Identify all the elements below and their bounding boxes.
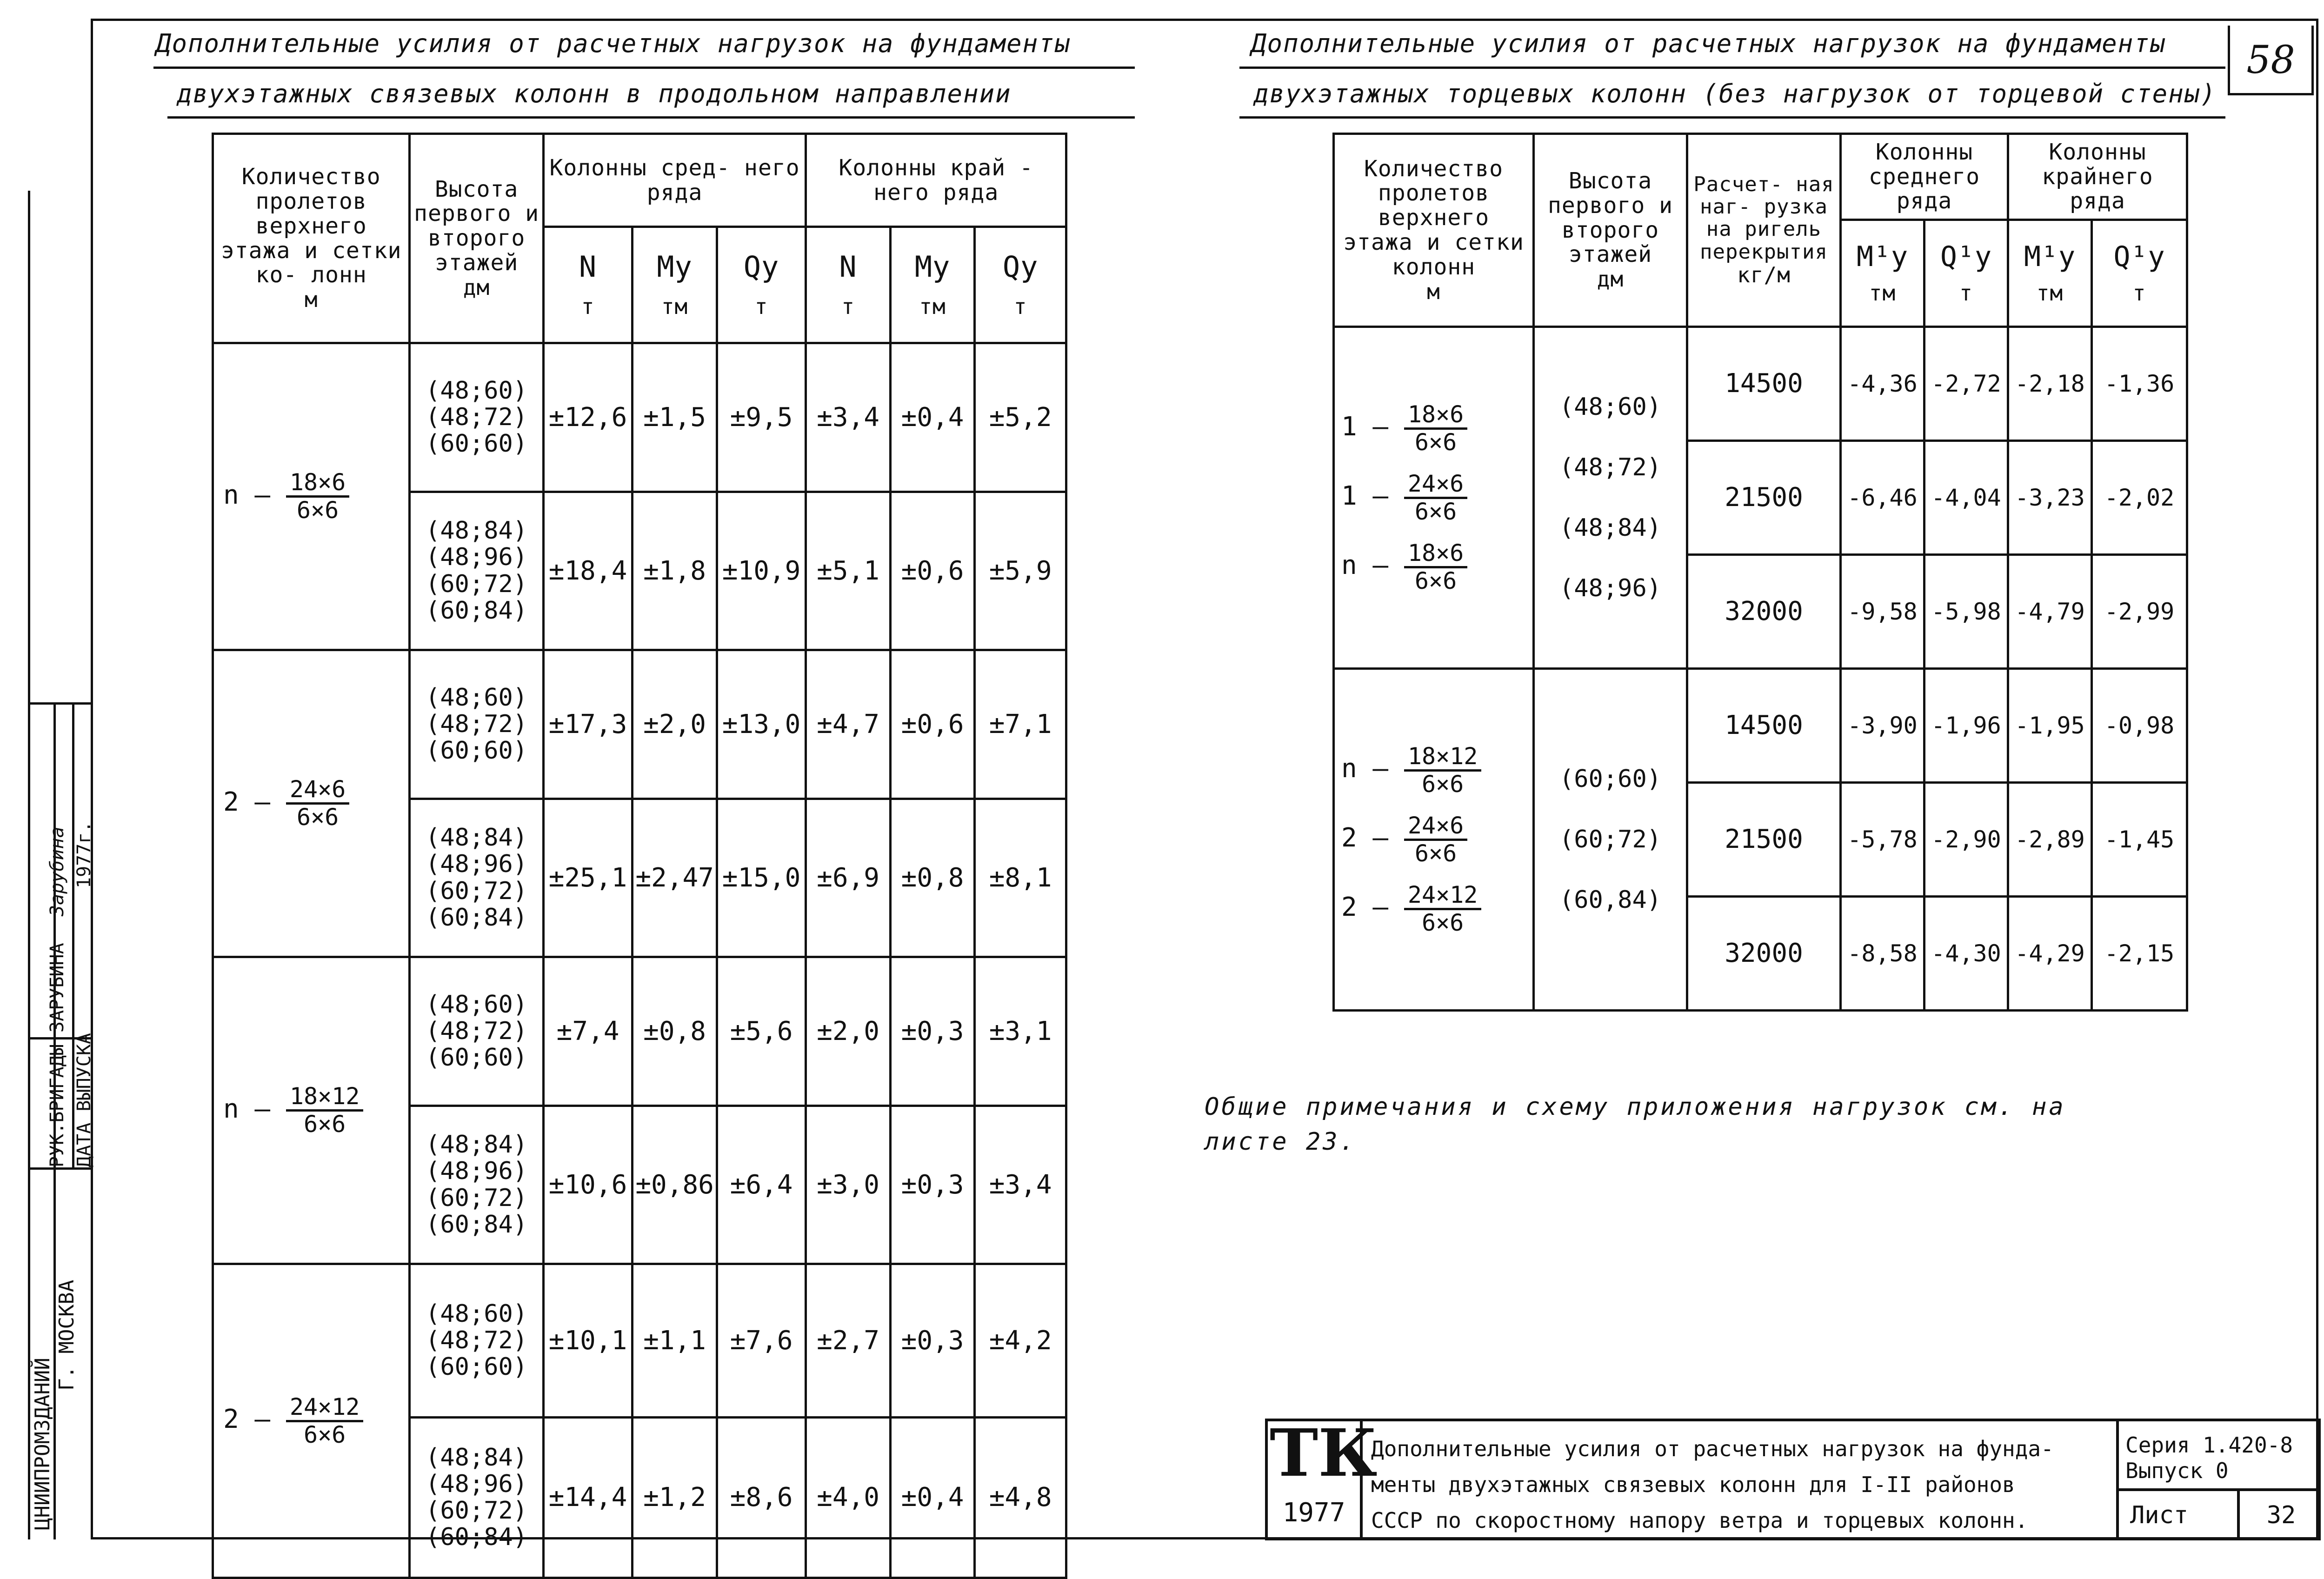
left-forces-table [212,133,1067,1579]
fraction-numerator: 24×12 [1404,882,1482,910]
height-value: (48;84) [1559,514,1662,542]
right-header-edge-row: Колонны крайнего ряда [2008,134,2187,220]
value-cell: ±8,1 [975,799,1066,957]
value-cell: ±0,6 [890,650,974,799]
value-cell: ±10,6 [543,1106,633,1264]
left-title-line2: двухэтажных связевых колонн в продольном направлении [177,79,1012,108]
value-cell: ±8,6 [717,1418,806,1578]
value-cell: -5,98 [1924,555,2008,669]
value-cell: ±10,1 [543,1264,633,1418]
date-label: ДАТА ВЫПУСКА [73,1033,95,1167]
table-row [213,1264,1066,1418]
height-value: (48;96) [426,1157,528,1186]
value-cell: ±3,4 [806,343,890,492]
lead-name: ЗАРУБИНА [47,943,68,1033]
span-count: 2 [1341,892,1357,923]
row-label: n — $\frac{18\times 12}{6\times 6}$ [223,1094,363,1124]
value-cell: ±13,0 [717,650,806,799]
height-value: (60;72) [426,1497,528,1525]
value-cell: -3,90 [1841,669,1924,783]
fraction-denominator: 6×6 [1421,909,1464,936]
value-cell: ±7,1 [975,650,1066,799]
left-title-line1: Дополнительные усилия от расчетных нагрузок на фундаменты [156,29,1071,58]
right-subheader-my: M¹y тм [1841,220,1924,327]
page-number: 58 [2228,26,2314,95]
height-value: (48;72) [1559,453,1662,481]
series-label: Серия 1.420-8 [2125,1432,2293,1458]
span-cell [1334,327,1534,669]
value-cell: ±0,3 [890,1106,974,1264]
span-count: 2 [223,1404,239,1435]
height-value: (60;60) [426,737,528,765]
height-value: (48;96) [426,543,528,572]
height-value: (60;60) [426,430,528,458]
height-value: (48;60) [426,376,528,405]
fraction-numerator: 24×6 [286,777,349,805]
height-value: (48;72) [426,1017,528,1045]
height-cell [1534,327,1687,669]
height-cell [410,799,543,957]
height-cell [410,492,543,650]
value-cell: ±0,6 [890,492,974,650]
sheet-number: 32 [2266,1501,2296,1529]
span-fraction [286,1394,364,1448]
value-cell: -2,18 [2008,327,2092,441]
value-cell: ±3,4 [975,1106,1066,1264]
fraction-numerator: 18×6 [1404,540,1467,568]
span-count: 2 [223,786,239,817]
value-cell: ±1,2 [633,1418,717,1578]
value-cell: -4,30 [1924,897,2008,1011]
span-fraction [286,1084,364,1137]
value-cell: -0,98 [2092,669,2187,783]
value-cell: -1,45 [2092,783,2187,897]
height-value: (48;60) [1559,393,1662,421]
value-cell: ±14,4 [543,1418,633,1578]
height-value: (60;84) [426,1210,528,1239]
row-label: 1 — $\frac{18\times 6}{6\times 6}$ [1341,412,1467,442]
height-value: (60;72) [426,570,528,598]
value-cell: -8,58 [1841,897,1924,1011]
stamp-year: 1977 [1282,1498,1345,1528]
value-cell: ±5,6 [717,957,806,1106]
value-cell: ±2,47 [633,799,717,957]
fraction-denominator: 6×6 [303,1111,346,1138]
value-cell: ±15,0 [717,799,806,957]
right-forces-table [1332,133,2188,1012]
table-row [213,957,1066,1106]
value-cell: -9,58 [1841,555,1924,669]
value-cell: -2,15 [2092,897,2187,1011]
fraction-denominator: 6×6 [1421,770,1464,798]
value-cell: ±4,0 [806,1418,890,1578]
span-cell [213,1264,410,1578]
right-header-middle-row: Колонны среднего ряда [1841,134,2008,220]
value-cell: ±0,86 [633,1106,717,1264]
fraction-denominator: 6×6 [1414,567,1457,594]
fraction-denominator: 6×6 [1414,498,1457,525]
height-value: (48;60) [426,990,528,1019]
load-cell: 21500 [1687,441,1841,555]
span-count: n [1341,550,1357,581]
left-subheader-my: My тм [633,227,717,343]
stamp-title-line2: менты двухэтажных связевых колонн для I-II районов [1371,1472,2015,1497]
load-cell: 21500 [1687,783,1841,897]
signature: Зарубина [47,826,68,916]
value-cell: -5,78 [1841,783,1924,897]
span-count: 1 [1341,481,1357,512]
load-cell: 14500 [1687,327,1841,441]
height-value: (48;96) [426,1470,528,1498]
note-line2: листе 23. [1205,1128,1357,1156]
left-subheader-n: N т [543,227,633,343]
stamp-title-line3: СССР по скоростному напору ветра и торцевых колонн. [1371,1508,2028,1533]
height-value: (60;84) [426,903,528,932]
title-block [1265,1415,2321,1540]
height-cell [410,1418,543,1578]
value-cell: ±4,2 [975,1264,1066,1418]
value-cell: -2,99 [2092,555,2187,669]
span-count: n [223,1093,239,1124]
left-header-height: Высота первого и второго этажей дм [410,134,543,343]
right-subheader-qy: Q¹y т [2092,220,2187,327]
left-header-middle-row: Колонны сред- него ряда [543,134,806,227]
fraction-numerator: 24×6 [1404,471,1467,499]
load-cell: 14500 [1687,669,1841,783]
height-value: (60;60) [1559,765,1662,793]
height-value: (60;84) [426,596,528,625]
span-fraction [1404,540,1467,594]
value-cell: -2,02 [2092,441,2187,555]
table-row [1334,327,2187,441]
value-cell: ±6,4 [717,1106,806,1264]
span-cell [213,343,410,650]
span-fraction [1404,402,1467,455]
height-cell [410,650,543,799]
value-cell: ±7,4 [543,957,633,1106]
height-value: (48;72) [426,1326,528,1354]
value-cell: -1,96 [1924,669,2008,783]
value-cell: ±4,8 [975,1418,1066,1578]
institute-city: Г. МОСКВА [55,1279,79,1391]
value-cell: ±18,4 [543,492,633,650]
right-title-line1: Дополнительные усилия от расчетных нагрузок на фундаменты [1251,29,2166,58]
left-subheader-qy: Qy т [975,227,1066,343]
row-label: 1 — $\frac{24\times 6}{6\times 6}$ [1341,481,1467,511]
load-cell: 32000 [1687,897,1841,1011]
sidebar-stamp [28,191,95,1539]
row-label: 2 — $\frac{24\times 6}{6\times 6}$ [1341,823,1467,853]
span-cell [1334,669,1534,1011]
height-value: (48;84) [426,824,528,852]
fraction-numerator: 24×6 [1404,813,1467,841]
span-count: 2 [1341,823,1357,853]
value-cell: -2,72 [1924,327,2008,441]
value-cell: ±0,4 [890,343,974,492]
fraction-numerator: 24×12 [286,1394,364,1422]
left-subheader-n: N т [806,227,890,343]
right-header-load: Расчет- ная наг- рузка на ригель перекрытия кг/м [1687,134,1841,327]
value-cell: ±7,6 [717,1264,806,1418]
left-subheader-my: My тм [890,227,974,343]
right-header-spans: Количество пролетов верхнего этажа и сетки колонн м [1334,134,1534,327]
value-cell: -2,90 [1924,783,2008,897]
row-label: 2 — $\frac{24\times 6}{6\times 6}$ [223,787,349,817]
height-value: (48;84) [426,517,528,545]
height-value: (48;72) [426,710,528,738]
span-count: n [223,480,239,510]
value-cell: ±5,1 [806,492,890,650]
value-cell: -4,36 [1841,327,1924,441]
row-label: n — $\frac{18\times 6}{6\times 6}$ [223,480,349,510]
value-cell: ±0,8 [890,799,974,957]
left-header-spans: Количество пролетов верхнего этажа и сетки ко- лонн м [213,134,410,343]
table-row [213,650,1066,799]
table-row [213,343,1066,492]
span-fraction [1404,882,1482,936]
span-fraction [1404,744,1482,797]
right-header-height: Высота первого и второго этажей дм [1534,134,1687,327]
fraction-numerator: 18×12 [286,1084,364,1112]
span-fraction [1404,471,1467,525]
left-subheader-qy: Qy т [717,227,806,343]
lead-label: РУК.БРИГАДЫ [47,1044,68,1167]
value-cell: ±3,0 [806,1106,890,1264]
value-cell: ±0,4 [890,1418,974,1578]
left-header-edge-row: Колонны край - него ряда [806,134,1066,227]
height-value: (60,84) [1559,886,1662,914]
row-label: n — $\frac{18\times 12}{6\times 6}$ [1341,753,1481,784]
value-cell: ±3,1 [975,957,1066,1106]
height-value: (60;60) [426,1044,528,1072]
value-cell: -1,36 [2092,327,2187,441]
height-value: (60;72) [426,877,528,905]
span-count: n [1341,753,1357,784]
year-stamp: 1977г. [73,821,95,888]
value-cell: ±1,8 [633,492,717,650]
row-label: n — $\frac{18\times 6}{6\times 6}$ [1341,550,1467,580]
row-label: 2 — $\frac{24\times 12}{6\times 6}$ [1341,892,1481,922]
height-cell [410,1106,543,1264]
height-value: (60;84) [426,1523,528,1552]
value-cell: ±10,9 [717,492,806,650]
value-cell: ±4,7 [806,650,890,799]
value-cell: -3,23 [2008,441,2092,555]
span-fraction [286,470,349,523]
value-cell: -4,04 [1924,441,2008,555]
fraction-numerator: 18×12 [1404,744,1482,772]
height-value: (48;72) [426,403,528,431]
span-fraction [1404,813,1467,866]
row-label: 2 — $\frac{24\times 12}{6\times 6}$ [223,1404,363,1434]
fraction-denominator: 6×6 [296,497,339,524]
span-count: 1 [1341,412,1357,442]
value-cell: -4,29 [2008,897,2092,1011]
value-cell: ±2,0 [806,957,890,1106]
value-cell: -2,89 [2008,783,2092,897]
fraction-numerator: 18×6 [286,470,349,498]
height-cell [410,1264,543,1418]
fraction-denominator: 6×6 [296,804,339,831]
height-value: (48;96) [1559,574,1662,602]
value-cell: ±2,7 [806,1264,890,1418]
value-cell: ±5,9 [975,492,1066,650]
value-cell: ±1,1 [633,1264,717,1418]
value-cell: ±2,0 [633,650,717,799]
institute-name: ЦНИИПРОМЗДАНИЙ [31,1358,54,1530]
height-cell [1534,669,1687,1011]
height-value: (48;84) [426,1131,528,1159]
value-cell: ±6,9 [806,799,890,957]
fraction-denominator: 6×6 [303,1421,346,1448]
sheet-label: Лист [2130,1501,2189,1529]
height-value: (48;96) [426,850,528,879]
right-title-line2: двухэтажных торцевых колонн (без нагрузок от торцевой стены) [1253,79,2217,108]
value-cell: ±25,1 [543,799,633,957]
height-value: (48;60) [426,683,528,712]
height-cell [410,957,543,1106]
fraction-denominator: 6×6 [1414,428,1457,456]
value-cell: -4,79 [2008,555,2092,669]
value-cell: -1,95 [2008,669,2092,783]
tk-logo: ТК [1270,1415,1378,1492]
table-row [1334,669,2187,783]
fraction-numerator: 18×6 [1404,402,1467,430]
span-cell [213,957,410,1264]
value-cell: ±0,3 [890,957,974,1106]
value-cell: ±17,3 [543,650,633,799]
height-value: (48;84) [426,1443,528,1472]
stamp-title-line1: Дополнительные усилия от расчетных нагрузок на фунда- [1371,1436,2054,1461]
height-value: (60;60) [426,1353,528,1381]
issue-label: Выпуск 0 [2125,1458,2229,1483]
right-subheader-my: M¹y тм [2008,220,2092,327]
note-line1: Общие примечания и схему приложения нагрузок см. на [1205,1093,2066,1121]
value-cell: ±1,5 [633,343,717,492]
height-value: (60;72) [426,1184,528,1212]
value-cell: ±9,5 [717,343,806,492]
height-cell [410,343,543,492]
fraction-denominator: 6×6 [1414,839,1457,867]
height-value: (48;60) [426,1299,528,1328]
right-subheader-qy: Q¹y т [1924,220,2008,327]
value-cell: ±0,8 [633,957,717,1106]
value-cell: ±12,6 [543,343,633,492]
height-value: (60;72) [1559,826,1662,853]
load-cell: 32000 [1687,555,1841,669]
span-fraction [286,777,349,830]
value-cell: ±5,2 [975,343,1066,492]
value-cell: ±0,3 [890,1264,974,1418]
value-cell: -6,46 [1841,441,1924,555]
span-cell [213,650,410,957]
